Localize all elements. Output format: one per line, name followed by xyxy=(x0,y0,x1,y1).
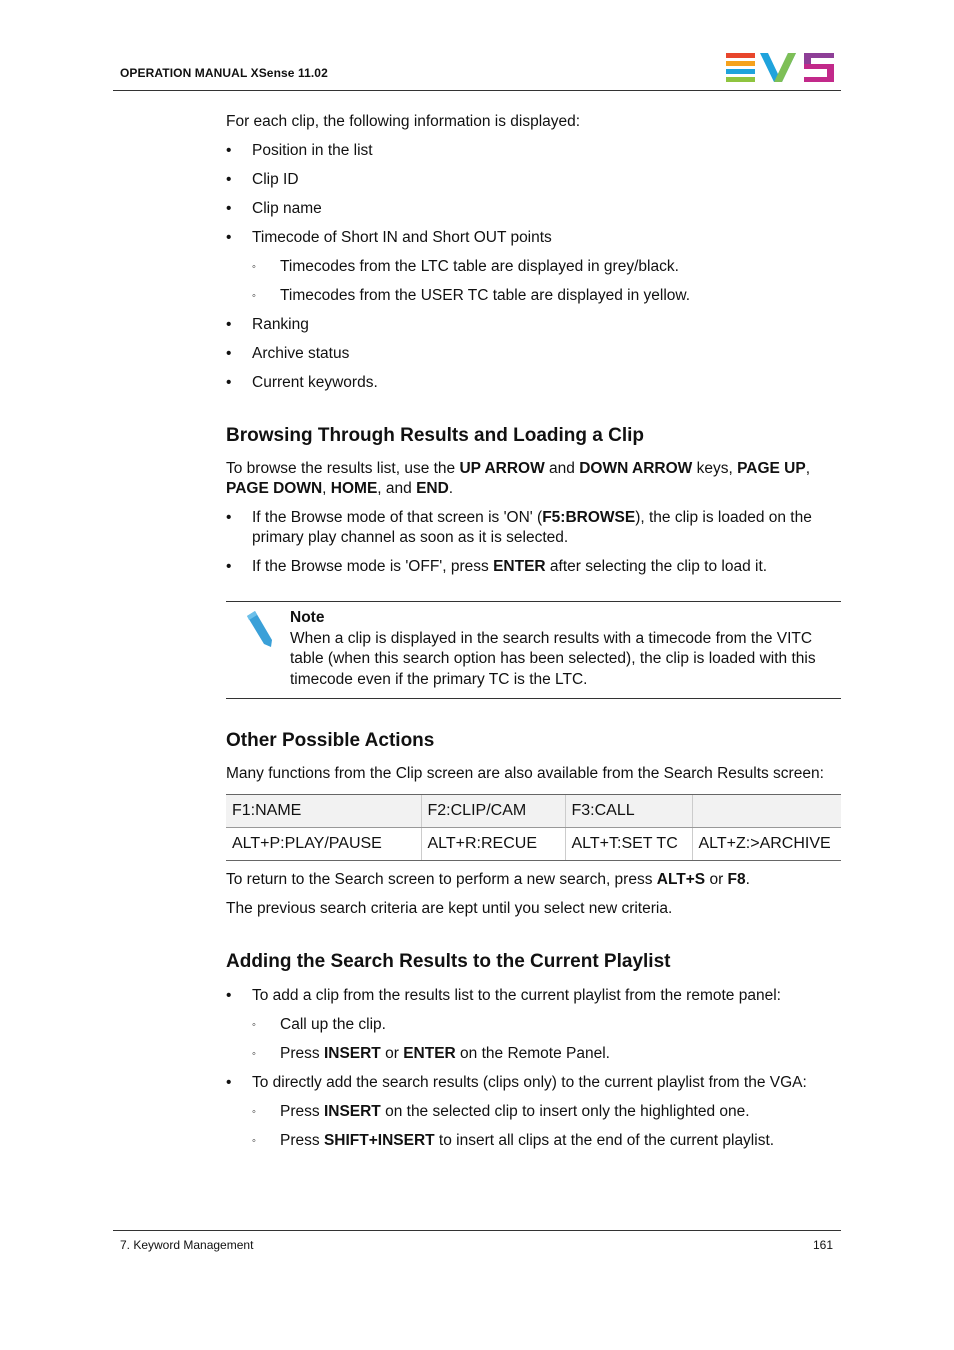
browse-paragraph: To browse the results list, use the UP ARROW and DOWN ARROW keys, PAGE UP, PAGE DOWN, HOME, and END. xyxy=(226,460,811,497)
table-cell: ALT+R:RECUE xyxy=(421,828,565,861)
playlist-list xyxy=(226,986,841,1151)
footer-chapter: 7. Keyword Management xyxy=(120,1238,254,1252)
section-heading-actions: Other Possible Actions xyxy=(226,730,435,751)
page-content xyxy=(226,112,841,1160)
pencil-icon xyxy=(244,610,274,648)
return-paragraph: To return to the Search screen to perform a new search, press ALT+S or F8. xyxy=(226,871,750,888)
list-item: • To add a clip from the results list to the current playlist from the remote panel: xyxy=(226,986,841,1006)
sub-list-item: ◦ Press SHIFT+INSERT to insert all clips at the end of the current playlist. xyxy=(226,1131,841,1151)
info-list xyxy=(226,141,841,393)
list-item: • Position in the list xyxy=(226,141,841,161)
list-item: • To directly add the search results (clips only) to the current playlist from the VGA: xyxy=(226,1073,841,1093)
sub-list-item: ◦ Timecodes from the LTC table are displayed in grey/black. xyxy=(226,257,841,277)
table-cell: ALT+Z:>ARCHIVE xyxy=(692,828,841,861)
note-text: When a clip is displayed in the search results with a timecode from the VITC table (when this search option has been selected), the clip is loaded with this timecode even if the primary TC is the LTC. xyxy=(290,629,816,688)
list-item: • Timecode of Short IN and Short OUT points xyxy=(226,228,841,248)
table-row xyxy=(226,828,841,861)
evs-logo xyxy=(724,52,836,82)
actions-table xyxy=(226,794,841,861)
list-item: • Current keywords. xyxy=(226,373,841,393)
list-item: • Ranking xyxy=(226,315,841,335)
list-item: • Clip ID xyxy=(226,170,841,190)
intro-text: For each clip, the following information is displayed: xyxy=(226,113,581,130)
table-cell: ALT+T:SET TC xyxy=(565,828,692,861)
list-item: • Archive status xyxy=(226,344,841,364)
list-item: • If the Browse mode of that screen is 'ON' (F5:BROWSE), the clip is loaded on the primary play channel as soon as it is selected. xyxy=(226,508,841,548)
page-number: 161 xyxy=(812,1238,833,1252)
list-item: • If the Browse mode is 'OFF', press ENTER after selecting the clip to load it. xyxy=(226,557,841,577)
actions-paragraph: Many functions from the Clip screen are also available from the Search Results screen: xyxy=(226,765,824,782)
table-cell: ALT+P:PLAY/PAUSE xyxy=(226,828,421,861)
sub-list-item: ◦ Timecodes from the USER TC table are displayed in yellow. xyxy=(226,286,841,306)
section-heading-playlist: Adding the Search Results to the Current Playlist xyxy=(226,951,671,972)
table-cell: F3:CALL xyxy=(565,795,692,828)
criteria-paragraph: The previous search criteria are kept until you select new criteria. xyxy=(226,900,673,917)
browse-list xyxy=(226,508,841,577)
footer-rule xyxy=(113,1230,841,1231)
header-title: OPERATION MANUAL XSense 11.02 xyxy=(120,66,328,80)
sub-list-item: ◦ Call up the clip. xyxy=(226,1015,841,1035)
list-item: • Clip name xyxy=(226,199,841,219)
section-heading-browsing: Browsing Through Results and Loading a Clip xyxy=(226,425,644,446)
table-cell: F2:CLIP/CAM xyxy=(421,795,565,828)
table-cell xyxy=(692,795,841,828)
table-cell: F1:NAME xyxy=(226,795,421,828)
note-title: Note xyxy=(290,609,325,626)
table-row xyxy=(226,795,841,828)
sub-list-item: ◦ Press INSERT or ENTER on the Remote Panel. xyxy=(226,1044,841,1064)
header-rule xyxy=(113,90,841,91)
note-box xyxy=(226,601,841,699)
sub-list-item: ◦ Press INSERT on the selected clip to insert only the highlighted one. xyxy=(226,1102,841,1122)
